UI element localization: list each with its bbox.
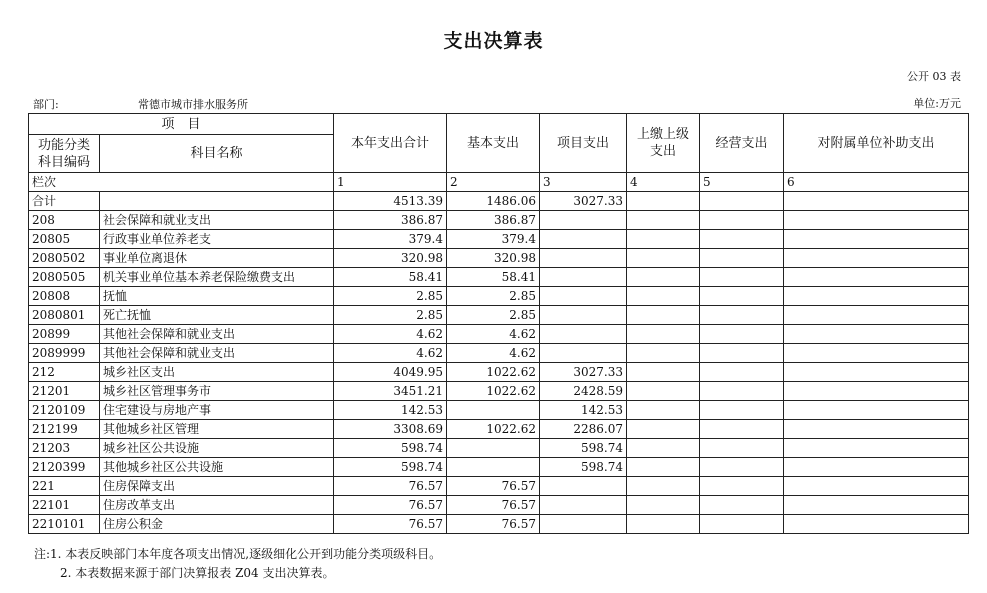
- row-code: 合计: [29, 192, 100, 211]
- row-basic: 4.62: [447, 325, 540, 344]
- row-total: 58.41: [334, 268, 447, 287]
- row-upper: [627, 211, 700, 230]
- row-business: [700, 420, 784, 439]
- table-row: [29, 363, 969, 382]
- row-project: 142.53: [540, 401, 627, 420]
- table-row: [29, 382, 969, 401]
- row-project: [540, 325, 627, 344]
- col-index-5: 5: [700, 173, 784, 192]
- row-basic: 1022.62: [447, 363, 540, 382]
- table-row: [29, 420, 969, 439]
- notes: [34, 545, 441, 583]
- row-upper: [627, 306, 700, 325]
- row-code: 2080801: [29, 306, 100, 325]
- table-row: [29, 344, 969, 363]
- row-code: 2089999: [29, 344, 100, 363]
- row-upper: [627, 287, 700, 306]
- expenditure-table: [28, 113, 969, 534]
- row-subsidy: [784, 496, 969, 515]
- row-business: [700, 458, 784, 477]
- row-business: [700, 363, 784, 382]
- row-business: [700, 230, 784, 249]
- row-name: 其他城乡社区公共设施: [100, 458, 334, 477]
- row-code: 2120399: [29, 458, 100, 477]
- row-project: [540, 306, 627, 325]
- row-project: 598.74: [540, 439, 627, 458]
- row-total: 4513.39: [334, 192, 447, 211]
- row-basic: 386.87: [447, 211, 540, 230]
- col-index-2: 2: [447, 173, 540, 192]
- row-code: 20808: [29, 287, 100, 306]
- table-row: [29, 192, 969, 211]
- row-name: 城乡社区支出: [100, 363, 334, 382]
- row-basic: 2.85: [447, 287, 540, 306]
- row-project: [540, 230, 627, 249]
- row-project: [540, 287, 627, 306]
- row-subsidy: [784, 477, 969, 496]
- row-upper: [627, 230, 700, 249]
- row-code: 208: [29, 211, 100, 230]
- table-row: [29, 477, 969, 496]
- table-row: [29, 439, 969, 458]
- row-code: 221: [29, 477, 100, 496]
- row-upper: [627, 401, 700, 420]
- header-item: 项 目: [29, 114, 334, 135]
- row-subsidy: [784, 287, 969, 306]
- department-line: [33, 96, 248, 112]
- row-total: 4.62: [334, 344, 447, 363]
- row-business: [700, 382, 784, 401]
- header-project: 项目支出: [540, 114, 627, 173]
- row-total: 3451.21: [334, 382, 447, 401]
- row-upper: [627, 249, 700, 268]
- row-code: 21203: [29, 439, 100, 458]
- row-upper: [627, 192, 700, 211]
- row-upper: [627, 420, 700, 439]
- row-project: [540, 515, 627, 534]
- row-name: 事业单位离退休: [100, 249, 334, 268]
- row-total: 76.57: [334, 496, 447, 515]
- row-total: 3308.69: [334, 420, 447, 439]
- row-name: 其他城乡社区管理: [100, 420, 334, 439]
- note-1: 注:1. 本表反映部门本年度各项支出情况,逐级细化公开到功能分类项级科目。: [34, 547, 442, 561]
- table-row: [29, 515, 969, 534]
- row-name: 机关事业单位基本养老保险缴费支出: [100, 268, 334, 287]
- row-project: [540, 496, 627, 515]
- row-basic: 58.41: [447, 268, 540, 287]
- row-total: 598.74: [334, 458, 447, 477]
- row-upper: [627, 496, 700, 515]
- row-total: 4.62: [334, 325, 447, 344]
- row-basic: 4.62: [447, 344, 540, 363]
- row-basic: 1486.06: [447, 192, 540, 211]
- row-total: 76.57: [334, 515, 447, 534]
- row-total: 2.85: [334, 287, 447, 306]
- table-row: [29, 401, 969, 420]
- row-business: [700, 515, 784, 534]
- table-row: [29, 268, 969, 287]
- header-business: 经营支出: [700, 114, 784, 173]
- row-project: [540, 268, 627, 287]
- row-code: 2210101: [29, 515, 100, 534]
- note-2: 2. 本表数据来源于部门决算报表 Z04 支出决算表。: [60, 566, 335, 580]
- row-subsidy: [784, 230, 969, 249]
- row-basic: [447, 439, 540, 458]
- row-name: 其他社会保障和就业支出: [100, 325, 334, 344]
- table-row: [29, 211, 969, 230]
- row-business: [700, 496, 784, 515]
- row-upper: [627, 268, 700, 287]
- row-business: [700, 325, 784, 344]
- row-code: 2080502: [29, 249, 100, 268]
- row-upper: [627, 477, 700, 496]
- unit-label: 单位:万元: [913, 97, 961, 110]
- row-name: 抚恤: [100, 287, 334, 306]
- row-code: 21201: [29, 382, 100, 401]
- row-total: 76.57: [334, 477, 447, 496]
- row-business: [700, 192, 784, 211]
- row-code: 212: [29, 363, 100, 382]
- table-row: [29, 458, 969, 477]
- row-upper: [627, 344, 700, 363]
- header-code: 功能分类科目编码: [29, 135, 100, 173]
- row-name: [100, 192, 334, 211]
- row-subsidy: [784, 325, 969, 344]
- row-subsidy: [784, 249, 969, 268]
- row-code: 22101: [29, 496, 100, 515]
- row-name: 住宅建设与房地产事: [100, 401, 334, 420]
- col-index-4: 4: [627, 173, 700, 192]
- row-name: 城乡社区管理事务市: [100, 382, 334, 401]
- row-project: 2286.07: [540, 420, 627, 439]
- row-code: 212199: [29, 420, 100, 439]
- row-upper: [627, 458, 700, 477]
- row-project: 598.74: [540, 458, 627, 477]
- row-subsidy: [784, 401, 969, 420]
- table-row: [29, 249, 969, 268]
- table-row: [29, 287, 969, 306]
- department-label: 部门:: [33, 98, 59, 111]
- row-subsidy: [784, 192, 969, 211]
- row-subsidy: [784, 268, 969, 287]
- header-name: 科目名称: [100, 135, 334, 173]
- row-upper: [627, 439, 700, 458]
- row-total: 320.98: [334, 249, 447, 268]
- row-subsidy: [784, 363, 969, 382]
- row-business: [700, 344, 784, 363]
- row-business: [700, 268, 784, 287]
- row-basic: 1022.62: [447, 420, 540, 439]
- row-basic: 320.98: [447, 249, 540, 268]
- row-upper: [627, 382, 700, 401]
- row-basic: [447, 458, 540, 477]
- row-project: 2428.59: [540, 382, 627, 401]
- row-subsidy: [784, 211, 969, 230]
- row-subsidy: [784, 344, 969, 363]
- row-name: 城乡社区公共设施: [100, 439, 334, 458]
- row-basic: [447, 401, 540, 420]
- table-row: [29, 325, 969, 344]
- row-name: 其他社会保障和就业支出: [100, 344, 334, 363]
- row-basic: 76.57: [447, 515, 540, 534]
- row-upper: [627, 515, 700, 534]
- row-code: 2120109: [29, 401, 100, 420]
- header-total: 本年支出合计: [334, 114, 447, 173]
- row-total: 379.4: [334, 230, 447, 249]
- row-subsidy: [784, 458, 969, 477]
- row-total: 2.85: [334, 306, 447, 325]
- row-subsidy: [784, 515, 969, 534]
- row-project: [540, 477, 627, 496]
- row-subsidy: [784, 306, 969, 325]
- row-upper: [627, 363, 700, 382]
- row-business: [700, 211, 784, 230]
- header-upper: 上缴上级支出: [627, 114, 700, 173]
- header-subsidy: 对附属单位补助支出: [784, 114, 969, 173]
- header-basic: 基本支出: [447, 114, 540, 173]
- row-business: [700, 401, 784, 420]
- row-name: 死亡抚恤: [100, 306, 334, 325]
- row-code: 20899: [29, 325, 100, 344]
- row-code: 20805: [29, 230, 100, 249]
- form-code: 公开 03 表: [907, 70, 961, 83]
- row-basic: 76.57: [447, 477, 540, 496]
- row-subsidy: [784, 420, 969, 439]
- row-name: 社会保障和就业支出: [100, 211, 334, 230]
- row-total: 386.87: [334, 211, 447, 230]
- table-row: [29, 306, 969, 325]
- page-title: 支出决算表: [443, 30, 544, 52]
- row-basic: 1022.62: [447, 382, 540, 401]
- row-subsidy: [784, 382, 969, 401]
- row-name: 住房改革支出: [100, 496, 334, 515]
- row-name: 行政事业单位养老支: [100, 230, 334, 249]
- table-row: [29, 230, 969, 249]
- col-index-1: 1: [334, 173, 447, 192]
- col-index-label: 栏次: [29, 173, 334, 192]
- col-index-3: 3: [540, 173, 627, 192]
- row-business: [700, 306, 784, 325]
- row-project: 3027.33: [540, 192, 627, 211]
- row-total: 142.53: [334, 401, 447, 420]
- table-row: [29, 496, 969, 515]
- row-project: [540, 249, 627, 268]
- row-project: [540, 344, 627, 363]
- row-basic: 379.4: [447, 230, 540, 249]
- row-name: 住房保障支出: [100, 477, 334, 496]
- col-index-6: 6: [784, 173, 969, 192]
- row-business: [700, 287, 784, 306]
- row-project: [540, 211, 627, 230]
- row-upper: [627, 325, 700, 344]
- row-business: [700, 477, 784, 496]
- row-basic: 76.57: [447, 496, 540, 515]
- row-project: 3027.33: [540, 363, 627, 382]
- row-code: 2080505: [29, 268, 100, 287]
- row-business: [700, 249, 784, 268]
- row-total: 4049.95: [334, 363, 447, 382]
- row-basic: 2.85: [447, 306, 540, 325]
- row-subsidy: [784, 439, 969, 458]
- row-business: [700, 439, 784, 458]
- row-name: 住房公积金: [100, 515, 334, 534]
- department-name: 常德市城市排水服务所: [138, 98, 248, 111]
- row-total: 598.74: [334, 439, 447, 458]
